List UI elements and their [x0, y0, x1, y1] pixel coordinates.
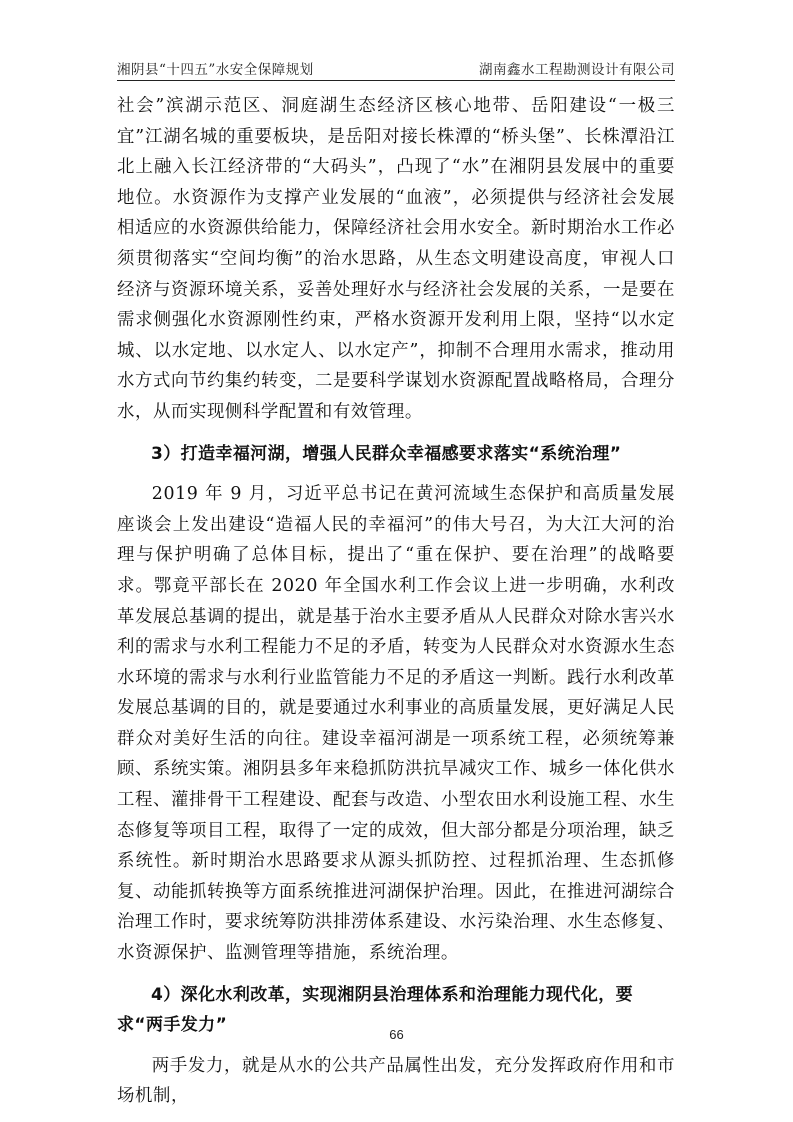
section-heading-3: 3）打造幸福河湖，增强人民群众幸福感要求落实“系统治理” [151, 443, 622, 464]
header-divider [117, 80, 675, 81]
page-header [117, 52, 675, 78]
header-document-title: 湘阴县“十四五”水安全保障规划 [117, 62, 314, 78]
header-company-name: 湖南鑫水工程勘测设计有限公司 [479, 62, 675, 78]
page-number: 66 [389, 1027, 404, 1042]
paragraph-two-hands: 两手发力，就是从水的公共产品属性出发，充分发挥政府作用和市场机制， [117, 1055, 675, 1107]
paragraph-happy-rivers: 2019 年 9 月，习近平总书记在黄河流域生态保护和高质量发展座谈会上发出建设“造福人民的幸福河”的伟大号召，为大江大河的治理与保护明确了总体目标，提出了“重在保护、要在治理”的战略要求。鄂竟平部长在 2020 年全国水利工作会议上进一步明确，水利改革发展总基调的提出，就是基于治水主要矛盾从人民群众对除水害兴水利的需求与水利工程能力不足的矛盾，转变为人民群众对水资源水生态水环境的需求与水利行业监管能力不足的矛盾这一判断。践行水利改革发展总基调的目的，就是要通过水利事业的高质量发展，更好满足人民群众对美好生活的向往。建设幸福河湖是一项系统工程，必须统筹兼顾、系统实策。湘阴县多年来稳抓防洪抗旱减灾工作、城乡一体化供水工程、灌排骨干工程建设、配套与改造、小型农田水利设施工程、水生态修复等项目工程，取得了一定的成效，但大部分都是分项治理，缺乏系统性。新时期治水思路要求从源头抓防控、过程抓治理、生态抓修复、动能抓转换等方面系统推进河湖保护治理。因此，在推进河湖综合治理工作时，要求统筹防洪排涝体系建设、水污染治理、水生态修复、水资源保护、监测管理等措施，系统治理。 [117, 484, 675, 964]
document-body [117, 91, 675, 1112]
section-heading-4: 4）深化水利改革，实现湘阴县治理体系和治理能力现代化，要求“两手发力” [117, 984, 634, 1036]
paragraph-continued: 社会”滨湖示范区、洞庭湖生态经济区核心地带、岳阳建设“一极三宜”江湖名城的重要板块，是岳阳对接长株潭的“桥头堡”、长株潭沿江北上融入长江经济带的“大码头”，凸现了“水”在湘阴县发展中的重要地位。水资源作为支撑产业发展的“血液”，必须提供与经济社会发展相适应的水资源供给能力，保障经济社会用水安全。新时期治水工作必须贯彻落实“空间均衡”的治水思路，从生态文明建设高度，审视人口经济与资源环境关系，妥善处理好水与经济社会发展的关系，一是要在需求侧强化水资源刚性约束，严格水资源开发利用上限，坚持“以水定城、以水定地、以水定人、以水定产”，抑制不合理用水需求，推动用水方式向节约集约转变，二是要科学谋划水资源配置战略格局，合理分水，从而实现侧科学配置和有效管理。 [117, 96, 675, 422]
